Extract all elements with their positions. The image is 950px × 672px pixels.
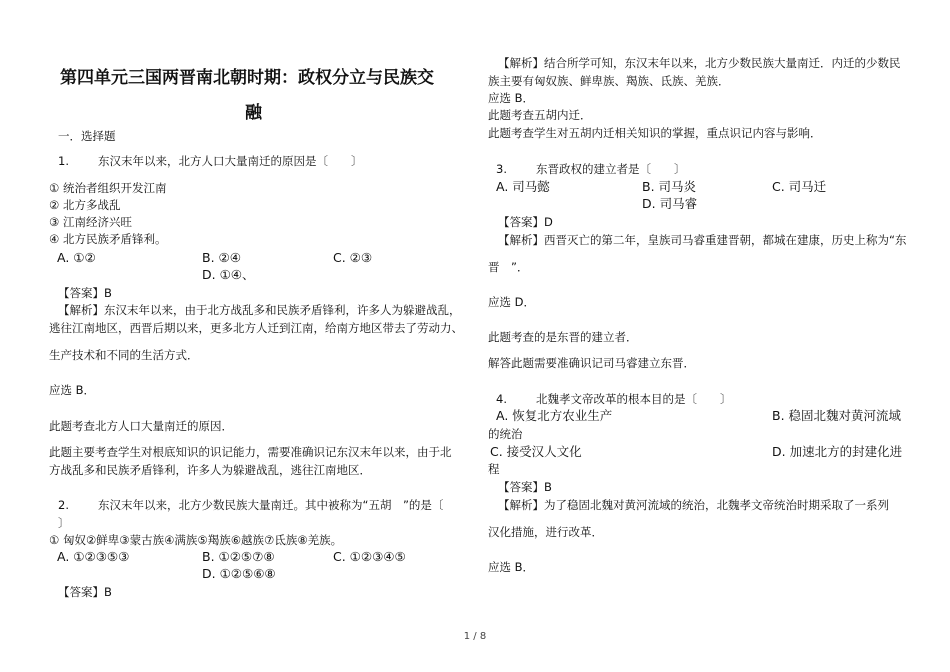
q3-number: 3. — [496, 162, 507, 176]
q2-number: 2. — [58, 498, 69, 512]
q2-stem: 东汉末年以来，北方少数民族大量南迁。其中被称为“五胡 ”的是〔 — [98, 498, 444, 512]
q1-number: 1. — [58, 154, 69, 168]
q2-option-d[interactable]: D. ①②⑤⑥⑧ — [202, 566, 276, 581]
q2-option-b[interactable]: B. ①②⑤⑦⑧ — [202, 549, 275, 564]
q4-option-a[interactable]: A. 恢复北方农业生产 — [496, 408, 613, 423]
q2-answer: 【答案】B — [58, 585, 112, 599]
q2-option-a[interactable]: A. ①②③⑤③ — [57, 549, 130, 564]
q1-option-a[interactable]: A. ①② — [57, 250, 96, 265]
q3-analysis-line: 解答此题需要准确识记司马睿建立东晋． — [488, 356, 695, 370]
q3-option-a[interactable]: A. 司马懿 — [496, 179, 550, 194]
q4-analysis-line: 【解析】为了稳固北魏对黄河流域的统治，北魏孝文帝统治时期采取了一系列 — [498, 498, 889, 512]
page-number: 1 / 8 — [463, 631, 487, 642]
q4-number: 4. — [496, 392, 507, 406]
q1-option-c[interactable]: C. ②③ — [333, 250, 373, 265]
q2-option-c[interactable]: C. ①②③④⑤ — [333, 549, 406, 564]
q4-option-d-cont: 程 — [488, 462, 500, 476]
q3-option-d[interactable]: D. 司马睿 — [642, 196, 698, 211]
page-title-line1: 第四单元三国两晋南北朝时期：政权分立与民族交 — [60, 68, 434, 88]
q2-analysis-line: 【解析】结合所学可知，东汉末年以来，北方少数民族大量南迁．内迁的少数民 — [498, 56, 901, 70]
q1-analysis-line: 【解析】东汉末年以来，由于北方战乱多和民族矛盾锋利，许多人为躲避战乱， — [58, 303, 461, 317]
q2-analysis-line: 族主要有匈奴族、鲜卑族、羯族、氐族、羌族． — [488, 74, 730, 88]
q1-analysis-line: 生产技术和不同的生活方式． — [49, 348, 199, 362]
q3-analysis-line: 此题考查的是东晋的建立者． — [488, 330, 638, 344]
section-heading: 一．选择题 — [58, 129, 116, 143]
q4-analysis-line: 应选 B． — [488, 560, 535, 574]
q1-analysis-line: 此题主要考查学生对根底知识的识记能力，需要准确识记东汉末年以来，由于北 — [49, 445, 452, 459]
q1-item: ② 北方多战乱 — [49, 198, 121, 212]
q1-analysis-line: 应选 B． — [49, 383, 96, 397]
q4-option-c[interactable]: C. 接受汉人文化 — [490, 444, 582, 459]
q1-item: ③ 江南经济兴旺 — [49, 215, 132, 229]
page-title-line2: 融 — [245, 103, 262, 123]
q1-option-b[interactable]: B. ②④ — [202, 250, 241, 265]
q2-analysis-line: 此题考查五胡内迁． — [488, 108, 592, 122]
q3-analysis-line: 应选 D． — [488, 295, 536, 309]
q3-analysis-line: 晋 ”． — [488, 260, 529, 274]
q3-analysis-line: 【解析】西晋灭亡的第二年，皇族司马睿重建晋朝，都城在建康，历史上称为“东 — [498, 233, 907, 247]
q4-option-b-cont: 的统治 — [488, 427, 523, 441]
q1-item: ④ 北方民族矛盾锋利。 — [49, 232, 167, 246]
q2-items: ① 匈奴②鲜卑③蒙古族④满族⑤羯族⑥越族⑦氐族⑧羌族。 — [49, 533, 343, 547]
q3-option-c[interactable]: C. 司马迁 — [772, 179, 827, 194]
q4-stem: 北魏孝文帝改革的根本目的是〔 〕 — [536, 392, 732, 406]
q1-item: ① 统治者组织开发江南 — [49, 181, 167, 195]
q4-option-b[interactable]: B. 稳固北魏对黄河流域 — [772, 408, 902, 423]
q1-stem: 东汉末年以来，北方人口大量南迁的原因是〔 〕 — [98, 154, 363, 168]
q1-analysis-line: 方战乱多和民族矛盾锋利，许多人为躲避战乱，逃往江南地区． — [49, 463, 371, 477]
q4-answer: 【答案】B — [498, 480, 552, 494]
q3-stem: 东晋政权的建立者是〔 〕 — [536, 162, 686, 176]
q1-analysis-line: 逃往江南地区，西晋后期以来，更多北方人迁到江南，给南方地区带去了劳动力、 — [49, 321, 463, 335]
q1-option-d[interactable]: D. ①④、 — [202, 267, 255, 282]
q2-analysis-line: 应选 B． — [488, 91, 535, 105]
q3-option-b[interactable]: B. 司马炎 — [642, 179, 697, 194]
q1-analysis-line: 此题考查北方人口大量南迁的原因． — [49, 419, 233, 433]
q4-option-d[interactable]: D. 加速北方的封建化进 — [772, 444, 903, 459]
q2-analysis-line: 此题考查学生对五胡内迁相关知识的掌握，重点识记内容与影响． — [488, 126, 822, 140]
q4-analysis-line: 汉化措施，进行改革． — [488, 525, 603, 539]
q3-answer: 【答案】D — [498, 215, 553, 229]
q2-stem-end: 〕 — [58, 516, 70, 530]
q1-answer: 【答案】B — [58, 286, 112, 300]
